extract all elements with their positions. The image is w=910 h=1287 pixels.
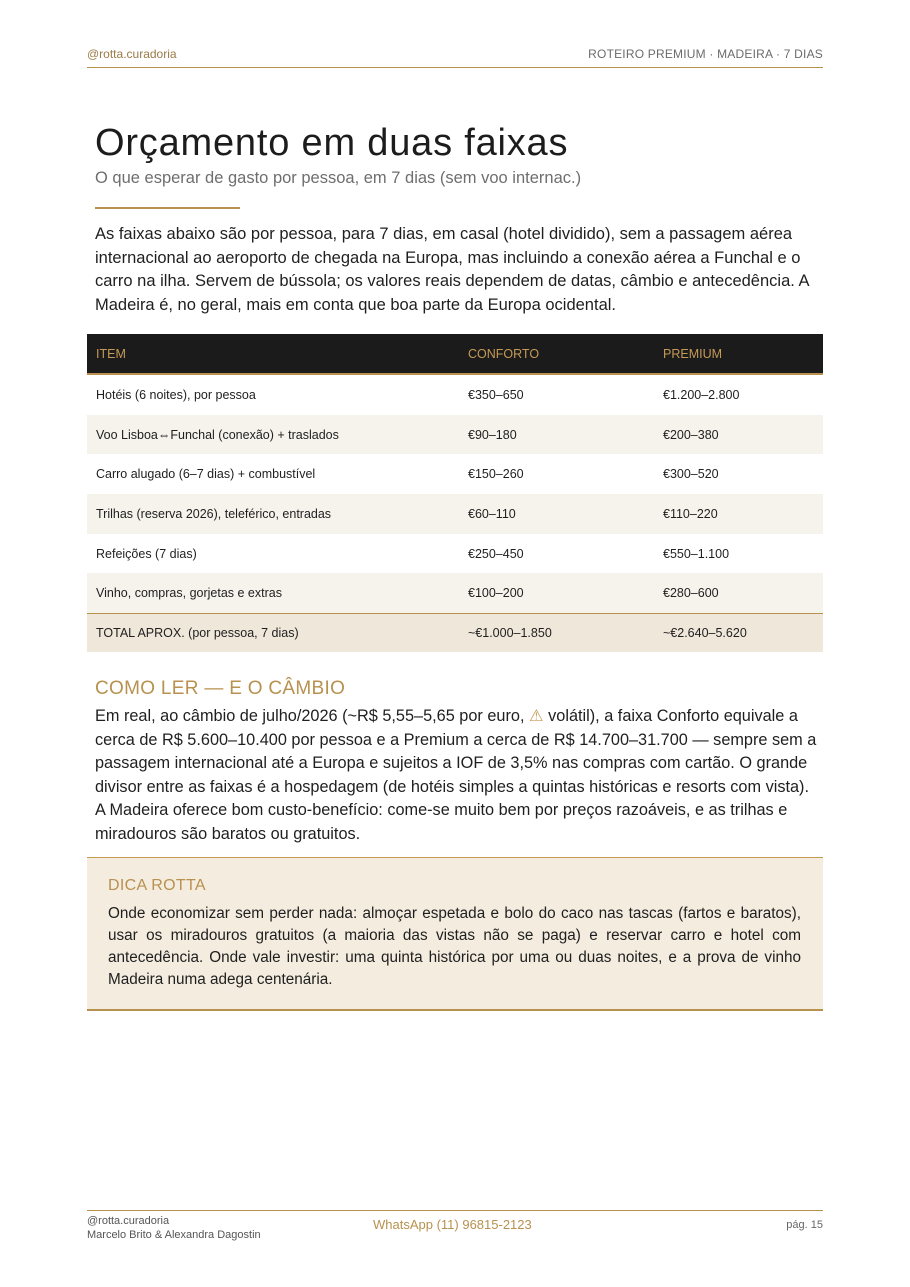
row-premium: €110–220 [654, 494, 823, 534]
row-item: Vinho, compras, gorjetas e extras [87, 573, 459, 613]
intro-paragraph: As faixas abaixo são por pessoa, para 7 dias, em casal (hotel dividido), sem a passagem aérea internacional ao aeroporto de chegada na Europa, mas incluindo a conexão aérea a Funchal e o carro na ilha. Servem de bússola; os valores reais dependem de datas, câmbio e antecedência. A Madeira é, no geral, mais em conta que boa parte da Europa ocidental. [95, 225, 809, 314]
column-header-conforto: CONFORTO [459, 334, 654, 374]
row-conforto: €100–200 [459, 573, 654, 613]
warning-icon: ⚠ [529, 707, 544, 725]
column-header-item: ITEM [87, 334, 459, 374]
row-premium: €550–1.100 [663, 546, 730, 561]
row-item: Carro alugado (6–7 dias) + combustível [96, 467, 316, 482]
total-conforto: ~€1.000–1.850 [459, 614, 654, 653]
page-footer [87, 1210, 823, 1246]
row-premium: €1.200–2.800 [663, 387, 740, 402]
page-subtitle: O que esperar de gasto por pessoa, em 7 dias (sem voo internac.) [95, 169, 582, 187]
footer-handle: @rotta.curadoria [87, 1215, 170, 1227]
section-text-start: Em real, ao câmbio de julho/2026 (~R$ 5,55–5,65 por euro, [95, 707, 529, 725]
row-conforto: €150–260 [468, 467, 524, 482]
page-header [87, 46, 823, 68]
table-row [87, 454, 823, 494]
row-premium: €300–520 [663, 467, 719, 482]
row-premium: €280–600 [654, 573, 823, 613]
tip-title: DICA ROTTA [108, 877, 206, 894]
page-number: pág. 15 [786, 1219, 823, 1231]
total-premium: ~€2.640–5.620 [654, 614, 823, 653]
column-header-premium: PREMIUM [654, 334, 823, 374]
section-paragraph [95, 705, 820, 846]
tip-text: Onde economizar sem perder nada: almoçar espetada e bolo do caco nas tascas (fartos e baratos), usar os miradouros gratuitos (a maioria das vistas não se paga) e reservar carro e hotel com antecedência. Onde vale investir: uma quinta histórica por uma ou duas noites, e a prova de vinho Madeira numa adega centenária. [108, 905, 801, 988]
row-conforto: €350–650 [468, 387, 524, 402]
table-total-row [87, 614, 823, 653]
row-item: Hotéis (6 noites), por pessoa [96, 387, 256, 402]
row-item: Refeições (7 dias) [96, 546, 197, 561]
row-premium: €200–380 [654, 415, 823, 455]
page-title: Orçamento em duas faixas [95, 122, 569, 164]
table-header-row [87, 334, 823, 374]
section-text-end: volátil), a faixa Conforto equivale a cerca de R$ 5.600–10.400 por pessoa e a Premium a cerca de R$ 14.700–31.700 — sempre sem a passagem internacional até a Europa e sujeitos a IOF de 3,5% nas compras com cartão. O grande divisor entre as faixas é a hospedagem (de hotéis simples a quintas históricas e resorts com vista). A Madeira oferece bom custo-benefício: come-se muito bem por preços razoáveis, e as trilhas e miradouros são baratos ou gratuitos. [95, 707, 817, 843]
budget-table [87, 334, 823, 652]
tip-box [87, 857, 823, 1011]
row-conforto: €250–450 [468, 546, 524, 561]
total-label: TOTAL APROX. (por pessoa, 7 dias) [87, 614, 459, 653]
row-conforto: €90–180 [459, 415, 654, 455]
header-guide-title: ROTEIRO PREMIUM · MADEIRA · 7 DIAS [588, 47, 823, 61]
table-row [87, 534, 823, 574]
table-row [87, 494, 823, 534]
header-handle: @rotta.curadoria [87, 47, 177, 61]
footer-credits [87, 1214, 261, 1242]
section-heading: COMO LER — E O CÂMBIO [95, 678, 346, 699]
title-divider [95, 207, 240, 209]
footer-whatsapp: WhatsApp (11) 96815-2123 [373, 1217, 532, 1232]
table-row [87, 415, 823, 455]
row-item: Trilhas (reserva 2026), teleférico, entradas [87, 494, 459, 534]
table-row [87, 374, 823, 415]
footer-authors: Marcelo Brito & Alexandra Dagostin [87, 1229, 261, 1241]
row-conforto: €60–110 [459, 494, 654, 534]
row-item: Voo Lisboa⇔Funchal (conexão) + traslados [87, 415, 459, 455]
table-row [87, 573, 823, 613]
